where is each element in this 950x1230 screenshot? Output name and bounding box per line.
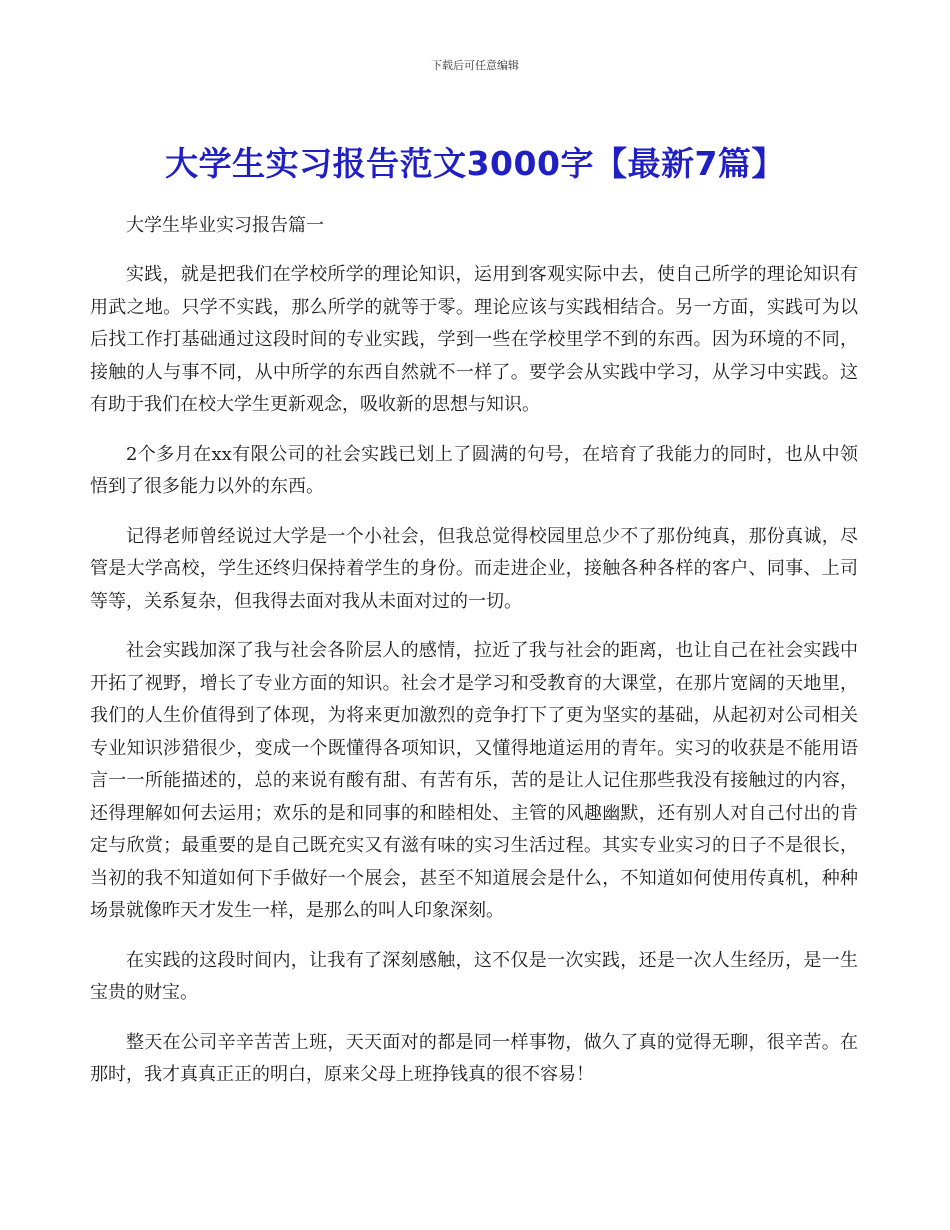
document-title: 大学生实习报告范文3000字【最新7篇】	[165, 144, 785, 183]
paragraph: 实践，就是把我们在学校所学的理论知识，运用到客观实际中去，使自己所学的理论知识有用武之地。只学不实践，那么所学的就等于零。理论应该与实践相结合。另一方面，实践可为以后找工作打基础通过这段时间的专业实践，学到一些在学校里学不到的东西。因为环境的不同，接触的人与事不同，从中所学的东西自然就不一样了。要学会从实践中学习，从学习中实践。这有助于我们在校大学生更新观念，吸收新的思想与知识。	[90, 264, 858, 415]
document-body	[90, 210, 858, 1109]
paragraph: 记得老师曾经说过大学是一个小社会，但我总觉得校园里总少不了那份纯真，那份真诚，尽管是大学高校，学生还终归保持着学生的身份。而走进企业，接触各种各样的客户、同事、上司等等，关系复杂，但我得去面对我从未面对过的一切。	[90, 525, 858, 612]
paragraph: 2个多月在xx有限公司的社会实践已划上了圆满的句号，在培育了我能力的同时，也从中领悟到了很多能力以外的东西。	[90, 443, 858, 497]
header-note: 下载后可任意编辑	[431, 59, 519, 72]
paragraph: 在实践的这段时间内，让我有了深刻感触，这不仅是一次实践，还是一次人生经历，是一生宝贵的财宝。	[90, 949, 858, 1003]
section-heading: 大学生毕业实习报告篇一	[126, 215, 324, 236]
paragraph: 整天在公司辛辛苦苦上班，天天面对的都是同一样事物，做久了真的觉得无聊，很辛苦。在那时，我才真真正正的明白，原来父母上班挣钱真的很不容易！	[90, 1031, 858, 1085]
paragraph: 社会实践加深了我与社会各阶层人的感情，拉近了我与社会的距离，也让自己在社会实践中开拓了视野，增长了专业方面的知识。社会才是学习和受教育的大课堂，在那片宽阔的天地里，我们的人生价值得到了体现，为将来更加激烈的竞争打下了更为坚实的基础，从起初对公司相关专业知识涉猎很少，变成一个既懂得各项知识，又懂得地道运用的青年。实习的收获是不能用语言一一所能描述的，总的来说有酸有甜、有苦有乐，苦的是让人记住那些我没有接触过的内容，还得理解如何去运用；欢乐的是和同事的和睦相处、主管的风趣幽默，还有别人对自己付出的肯定与欣赏；最重要的是自己既充实又有滋有味的实习生活过程。其实专业实习的日子不是很长，当初的我不知道如何下手做好一个展会，甚至不知道展会是什么，不知道如何使用传真机，种种场景就像昨天才发生一样，是那么的叫人印象深刻。	[90, 640, 858, 921]
